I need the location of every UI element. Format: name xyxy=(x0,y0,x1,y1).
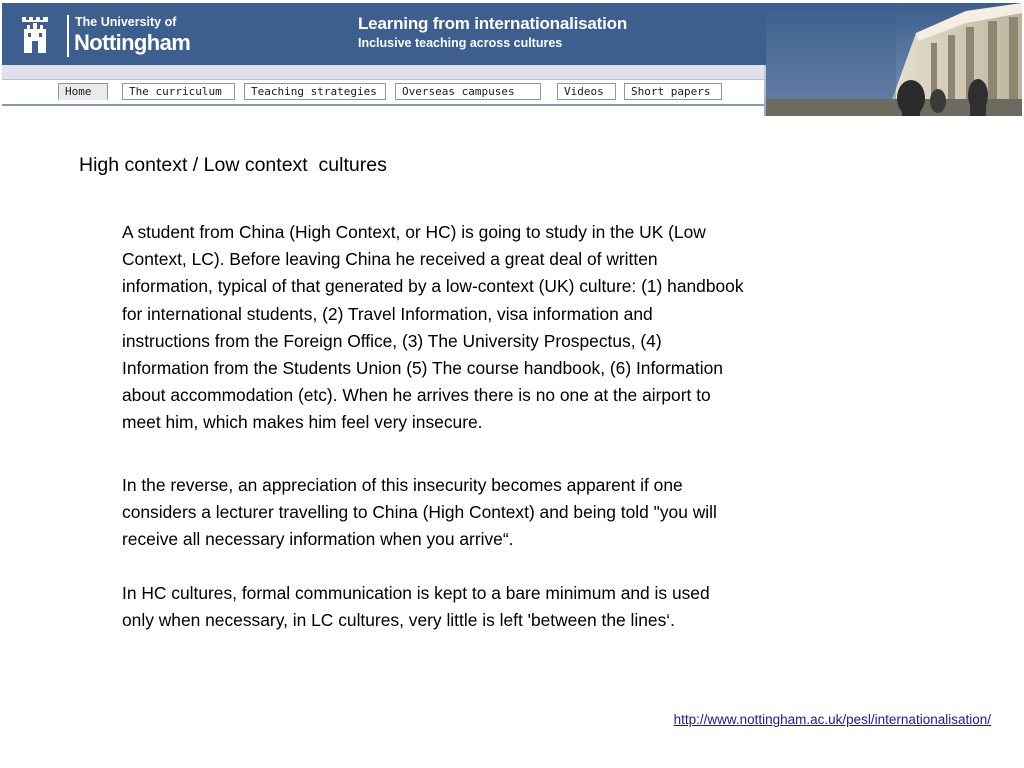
site-banner xyxy=(2,3,1022,116)
tab-teaching-strategies[interactable]: Teaching strategies xyxy=(244,83,386,100)
tab-overseas-campuses[interactable]: Overseas campuses xyxy=(395,83,541,100)
tab-home[interactable]: Home xyxy=(58,83,108,100)
tab-short-papers[interactable]: Short papers xyxy=(624,83,722,100)
site-subtitle: Inclusive teaching across cultures xyxy=(358,36,563,50)
paragraph-student-example: A student from China (High Context, or HC) is going to study in the UK (Low Context, LC). Before leaving China he received a great deal of written information, typical of that generated by a low-context (UK) culture: (1) handbook for international students, (2) Travel Information, visa information and instructions from the Foreign Office, (3) The University Prospectus, (4) Information from the Students Union (5) The course handbook, (6) Information about accommodation (etc). When he arrives there is no one at the airport to meet him, which makes him feel very insecure. xyxy=(122,222,744,433)
university-logo[interactable] xyxy=(12,10,192,60)
banner-tab-strip xyxy=(2,65,764,79)
paragraph-hc-lc-summary: In HC cultures, formal communication is kept to a bare minimum and is used only when necessary, in LC cultures, very little is left 'between the lines‘. xyxy=(122,583,710,631)
campus-building-photo xyxy=(766,3,1022,116)
building-illustration xyxy=(766,3,1022,116)
castle-crest-icon xyxy=(18,15,52,55)
tab-the-curriculum[interactable]: The curriculum xyxy=(122,83,235,100)
university-name-line1: The University of xyxy=(75,15,177,29)
paragraph-reverse-example: In the reverse, an appreciation of this insecurity becomes apparent if one considers a lecturer travelling to China (High Context) and being told "you will receive all necessary information when you arrive“. xyxy=(122,475,717,550)
footer-url-link[interactable]: http://www.nottingham.ac.uk/pesl/internationalisation/ xyxy=(673,712,991,727)
logo-divider xyxy=(67,15,69,57)
tab-videos[interactable]: Videos xyxy=(557,83,616,100)
university-name-line2: Nottingham xyxy=(74,30,191,55)
site-title: Learning from internationalisation xyxy=(358,14,628,33)
page-title: High context / Low context cultures xyxy=(79,154,387,176)
main-navigation xyxy=(2,83,764,101)
